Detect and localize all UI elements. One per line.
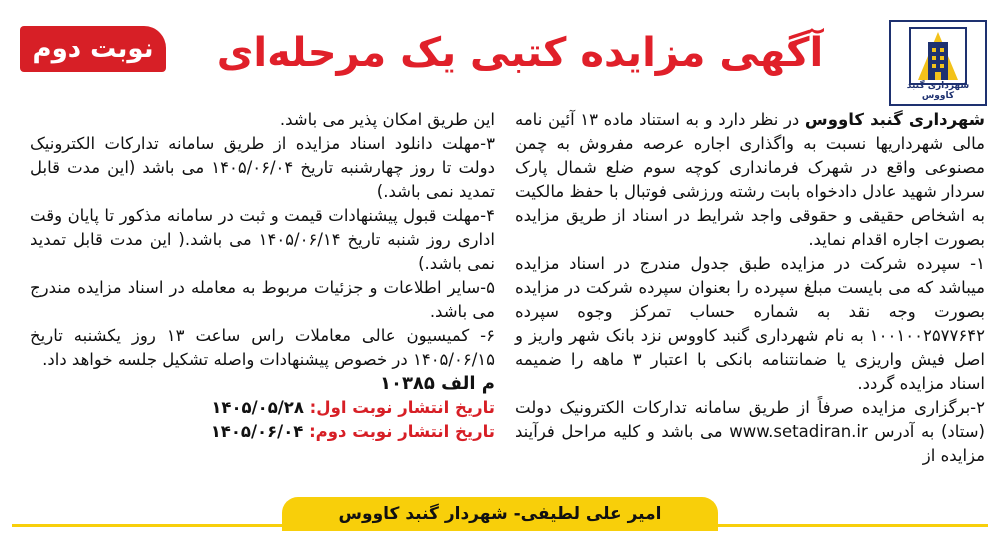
item-5: ۵-سایر اطلاعات و جزئیات مربوط به معامله در اسناد مزایده مندرج می باشد. [30, 278, 495, 321]
publish-second-date: ۱۴۰۵/۰۶/۰۴ [210, 422, 304, 441]
municipality-logo [889, 20, 987, 106]
reference-number: م الف ۱۰۳۸۵ [379, 373, 495, 394]
right-column [515, 108, 985, 468]
item-2-continued: این طریق امکان پذیر می باشد. [279, 110, 495, 129]
publish-first-date: ۱۴۰۵/۰۵/۲۸ [211, 398, 304, 417]
item-6: ۶- کمیسیون عالی معاملات راس ساعت ۱۳ روز یکشنبه تاریخ ۱۴۰۵/۰۶/۱۵ در خصوص پیشنهادات واصله تشکیل جلسه خواهد داد. [30, 326, 495, 369]
item-1: ۱- سپرده شرکت در مزایده طبق جدول مندرج در اسناد مزایده میباشد که می بایست مبلغ سپرده را بعنوان سپرده شرکت در مزایده بصورت وجه نقد به شماره حساب تمرکز وجوه سپرده ۱۰۰۱۰۰۲۵۷۷۶۴۲ به نام شهرداری گنبد کاووس نزد بانک شهر واریز و اصل فیش واریزی یا ضمانتنامه بانکی با اعتبار ۳ ماهه را ضمیمه اسناد مزایده گردد. [515, 254, 985, 393]
item-2: ۲-برگزاری مزایده صرفاً از طریق سامانه تدارکات الکترونیک دولت (ستاد) به آدرس www.setadiran.ir می باشد و کلیه مراحل فرآیند مزایده از [515, 398, 985, 465]
intro-paragraph [515, 108, 985, 252]
publish-second [30, 420, 495, 444]
round-badge: نوبت دوم [20, 26, 166, 72]
notice-title: آگهی مزایده کتبی یک مرحله‌ای [216, 30, 824, 76]
left-column [30, 108, 495, 444]
publish-first [30, 396, 495, 420]
logo-caption: شهرداری گنبد کاووس [906, 81, 970, 101]
intro-bold: شهرداری گنبد کاووس [804, 110, 985, 129]
tower-icon [908, 26, 968, 88]
intro-text: در نظر دارد و به استناد ماده ۱۳ آئین نامه مالی شهرداریها نسبت به واگذاری اجاره عرصه مفروش به چمن مصنوعی واقع در شهرک فرمانداری کوچه سوم ضلع شمال پارک سردار شهید عادل دادخواه بابت رشته ورزشی فوتبال با حفظ مالکیت به اشخاص حقیقی و حقوقی واجد شرایط در اسناد از طریق مزایده بصورت اجاره اقدام نماید. [515, 110, 985, 249]
signature-bar: امیر علی لطیفی- شهردار گنبد کاووس [282, 497, 718, 531]
publish-second-label: تاریخ انتشار نوبت دوم: [303, 422, 495, 441]
item-4: ۴-مهلت قبول پیشنهادات قیمت و ثبت در سامانه مذکور تا پایان وقت اداری روز شنبه تاریخ ۱۴۰۵/۰۶/۱۴ می باشد.( این مدت قابل تمدید نمی باشد.) [30, 206, 495, 273]
item-3: ۳-مهلت دانلود اسناد مزایده از طریق سامانه تدارکات الکترونیک دولت تا روز چهارشنبه تاریخ ۱۴۰۵/۰۶/۰۴ می باشد (این مدت قابل تمدید نمی باشد.) [30, 134, 495, 201]
publish-first-label: تاریخ انتشار نوبت اول: [303, 398, 495, 417]
